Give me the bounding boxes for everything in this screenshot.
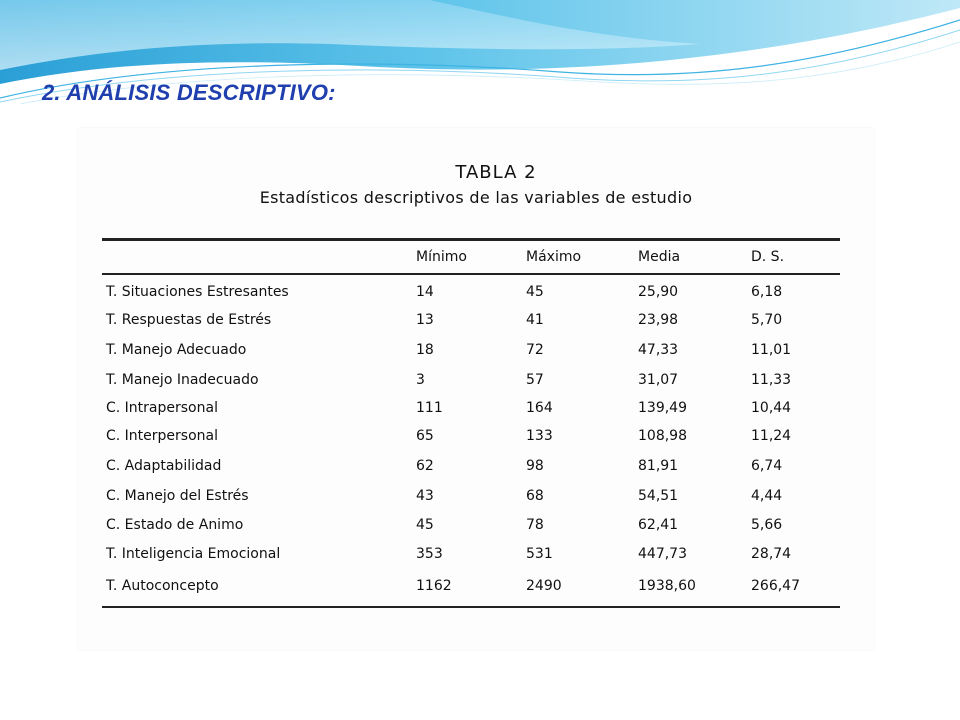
cell-maximo: 2490 xyxy=(526,578,562,594)
cell-media: 447,73 xyxy=(638,546,687,562)
cell-maximo: 41 xyxy=(526,312,544,328)
cell-maximo: 133 xyxy=(526,428,553,444)
column-header-ds: D. S. xyxy=(751,249,785,265)
cell-ds: 10,44 xyxy=(751,400,792,416)
table-bottom-rule xyxy=(102,606,840,608)
cell-ds: 11,01 xyxy=(751,342,792,358)
cell-media: 47,33 xyxy=(638,342,679,358)
table-row xyxy=(78,372,874,394)
cell-minimo: 353 xyxy=(416,546,443,562)
table-row xyxy=(78,284,874,306)
cell-media: 1938,60 xyxy=(638,578,696,594)
cell-media: 25,90 xyxy=(638,284,679,300)
row-label: T. Autoconcepto xyxy=(106,578,219,594)
table-top-rule xyxy=(102,238,840,241)
table-row xyxy=(78,312,874,334)
cell-media: 62,41 xyxy=(638,517,679,533)
row-label: C. Manejo del Estrés xyxy=(106,488,249,504)
table-caption: Estadísticos descriptivos de las variables de estudio xyxy=(259,188,693,207)
descriptive-statistics-table xyxy=(78,128,874,650)
column-header-minimo: Mínimo xyxy=(416,249,467,265)
cell-minimo: 13 xyxy=(416,312,434,328)
cell-maximo: 68 xyxy=(526,488,544,504)
cell-minimo: 14 xyxy=(416,284,434,300)
table-number: TABLA 2 xyxy=(455,162,537,183)
row-label: C. Interpersonal xyxy=(106,428,218,444)
row-label: C. Estado de Animo xyxy=(106,517,244,533)
cell-ds: 5,66 xyxy=(751,517,783,533)
cell-minimo: 3 xyxy=(416,372,425,388)
cell-ds: 4,44 xyxy=(751,488,783,504)
cell-minimo: 18 xyxy=(416,342,434,358)
cell-ds: 5,70 xyxy=(751,312,783,328)
cell-media: 108,98 xyxy=(638,428,687,444)
column-header-media: Media xyxy=(638,249,681,265)
cell-minimo: 43 xyxy=(416,488,434,504)
cell-media: 23,98 xyxy=(638,312,679,328)
table-row xyxy=(78,342,874,364)
cell-media: 31,07 xyxy=(638,372,679,388)
cell-media: 139,49 xyxy=(638,400,687,416)
row-label: T. Respuestas de Estrés xyxy=(106,312,272,328)
cell-maximo: 72 xyxy=(526,342,544,358)
cell-maximo: 98 xyxy=(526,458,544,474)
row-label: T. Manejo Inadecuado xyxy=(106,372,259,388)
cell-ds: 28,74 xyxy=(751,546,792,562)
row-label: T. Situaciones Estresantes xyxy=(106,284,289,300)
cell-ds: 6,74 xyxy=(751,458,783,474)
cell-maximo: 531 xyxy=(526,546,553,562)
cell-minimo: 111 xyxy=(416,400,443,416)
cell-ds: 6,18 xyxy=(751,284,783,300)
row-label: T. Manejo Adecuado xyxy=(106,342,247,358)
table-row xyxy=(78,400,874,422)
table-row xyxy=(78,546,874,568)
cell-maximo: 45 xyxy=(526,284,544,300)
cell-ds: 266,47 xyxy=(751,578,800,594)
cell-maximo: 57 xyxy=(526,372,544,388)
table-row xyxy=(78,488,874,510)
cell-ds: 11,24 xyxy=(751,428,792,444)
cell-maximo: 78 xyxy=(526,517,544,533)
table-row xyxy=(78,517,874,539)
row-label: C. Adaptabilidad xyxy=(106,458,222,474)
row-label: C. Intrapersonal xyxy=(106,400,218,416)
table-row xyxy=(78,458,874,480)
cell-media: 54,51 xyxy=(638,488,679,504)
table-row xyxy=(78,428,874,450)
cell-media: 81,91 xyxy=(638,458,679,474)
table-header-rule xyxy=(102,273,840,275)
cell-maximo: 164 xyxy=(526,400,553,416)
row-label: T. Inteligencia Emocional xyxy=(106,546,281,562)
column-header-maximo: Máximo xyxy=(526,249,582,265)
slide-title: 2. ANÁLISIS DESCRIPTIVO: xyxy=(42,80,336,105)
cell-minimo: 65 xyxy=(416,428,434,444)
cell-minimo: 45 xyxy=(416,517,434,533)
cell-ds: 11,33 xyxy=(751,372,792,388)
cell-minimo: 1162 xyxy=(416,578,452,594)
table-row xyxy=(78,578,874,600)
cell-minimo: 62 xyxy=(416,458,434,474)
